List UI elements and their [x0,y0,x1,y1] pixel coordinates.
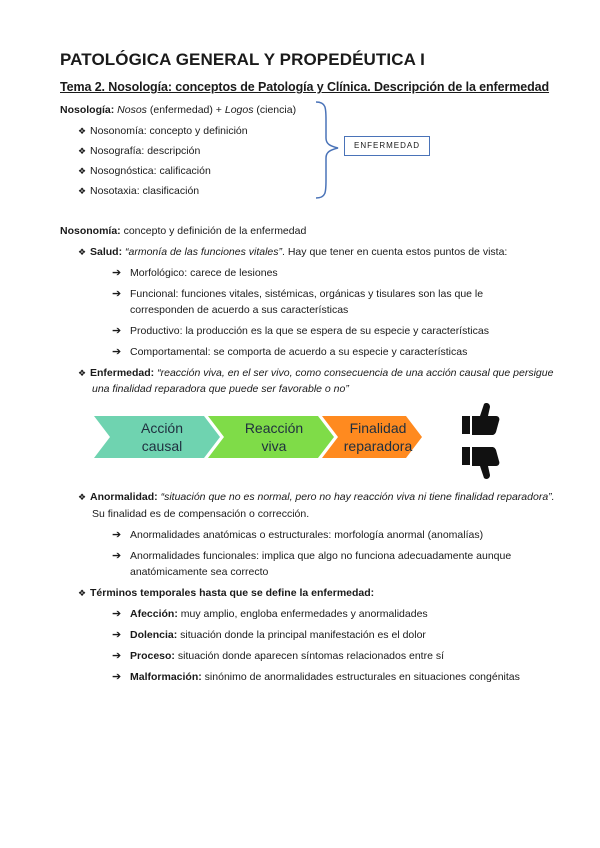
flow-step-3-line1: Finalidad [349,420,407,436]
list-item [112,607,428,621]
list-item-continuation: corresponden de acuerdo a sus características [130,304,349,316]
flow-diagram [94,414,424,460]
salud-quote: “armonía de las funciones vitales” [125,246,283,258]
arrow-right-icon: ➔ [112,650,122,662]
list-item [112,628,426,642]
nosos-word: Nosos [117,104,147,116]
list-item [78,164,211,178]
arrow-right-icon: ➔ [112,346,122,358]
list-item-continuation: anatómicamente sea correcto [130,566,269,578]
nosologia-text-4: (ciencia) [253,104,297,116]
list-item [78,144,200,158]
term-label: Dolencia: [130,629,178,641]
term-text: situación donde la principal manifestación es el dolor [177,629,426,641]
term-label: Malformación: [130,671,202,683]
logos-word: Logos [224,104,254,116]
flow-step-1-line2: causal [141,438,183,454]
anormalidad-line [78,490,555,504]
diamond-bullet-icon: ❖ [78,126,87,136]
flow-step-2-line2: viva [261,438,287,454]
page-subtitle: Tema 2. Nosología: conceptos de Patología y Clínica. Descripción de la enfermedad [60,80,550,94]
arrow-right-icon: ➔ [112,608,122,620]
list-item-text: Morfológico: carece de lesiones [130,267,278,279]
flow-step-3-line2: reparadora [343,438,413,454]
list-item-text: Anormalidades funcionales: implica que algo no funciona adecuadamente aunque [130,550,512,562]
list-item-text: Nosografía: descripción [90,145,201,157]
arrow-right-icon: ➔ [112,550,122,562]
diamond-bullet-icon: ❖ [78,247,87,257]
list-item-text: Funcional: funciones vitales, sistémicas, orgánicas y tisulares son las que le [130,288,484,300]
list-item-text: Nosonomía: concepto y definición [90,125,248,137]
enfermedad-label: Enfermedad: [90,367,155,379]
arrow-right-icon: ➔ [112,671,122,683]
anormalidad-text-2: Su finalidad es de compensación o corrección. [92,508,310,520]
arrow-right-icon: ➔ [112,267,122,279]
term-text: situación donde aparecen síntomas relacionados entre sí [174,650,445,662]
anormalidad-label: Anormalidad: [90,491,158,503]
list-item [112,287,483,301]
anormalidad-quote: “situación que no es normal, pero no hay reacción viva ni tiene finalidad reparadora”. [157,491,555,503]
term-label: Afección: [130,608,178,620]
page-title: PATOLÓGICA GENERAL Y PROPEDÉUTICA I [60,50,425,69]
arrow-right-icon: ➔ [112,325,122,337]
diamond-bullet-icon: ❖ [78,186,87,196]
diamond-bullet-icon: ❖ [78,368,87,378]
list-item-text: Comportamental: se comporta de acuerdo a su especie y características [130,346,468,358]
list-item [78,184,199,198]
list-item-text: Nosognóstica: calificación [90,165,211,177]
flow-step-1-line1: Acción [140,420,184,436]
list-item [112,324,489,338]
enfermedad-line [78,366,553,380]
nosologia-label: Nosología: [60,104,115,116]
list-item [112,528,483,542]
thumbs-down-icon [460,444,500,480]
thumbs-up-icon [460,402,500,438]
salud-text: . Hay que tener en cuenta estos puntos de vista: [282,246,508,258]
terminos-line [78,586,374,600]
list-item [112,549,511,563]
enfermedad-quote-1: “reacción viva, en el ser vivo, como consecuencia de una acción causal que persigue [157,367,554,379]
diamond-bullet-icon: ❖ [78,166,87,176]
arrow-right-icon: ➔ [112,288,122,300]
salud-line [78,245,507,259]
arrow-right-icon: ➔ [112,529,122,541]
arrow-right-icon: ➔ [112,629,122,641]
list-item [112,266,278,280]
list-item-text: Nosotaxia: clasificación [90,185,200,197]
list-item-text: Productivo: la producción es la que se espera de su especie y características [130,325,489,337]
salud-label: Salud: [90,246,123,258]
nosonomia-line [60,224,306,238]
list-item-text: Anormalidades anatómicas o estructurales: morfología anormal (anomalías) [130,529,484,541]
list-item [112,670,520,684]
list-item [112,345,467,359]
list-item [78,124,248,138]
diamond-bullet-icon: ❖ [78,492,87,502]
enfermedad-quote-2: una finalidad reparadora que puede ser favorable o no” [92,383,349,395]
flow-step-2-line1: Reacción [244,420,304,436]
diamond-bullet-icon: ❖ [78,588,87,598]
diamond-bullet-icon: ❖ [78,146,87,156]
nosonomia-text: concepto y definición de la enfermedad [120,225,307,237]
nosologia-line [60,103,296,117]
nosologia-text-2: (enfermedad) + [146,104,225,116]
term-text: muy amplio, engloba enfermedades y anormalidades [177,608,428,620]
terminos-label: Términos temporales hasta que se define la enfermedad: [90,587,375,599]
term-label: Proceso: [130,650,175,662]
curly-brace-icon [312,100,342,200]
enfermedad-box: ENFERMEDAD [344,136,430,156]
term-text: sinónimo de anormalidades estructurales en situaciones congénitas [201,671,520,683]
list-item [112,649,444,663]
nosonomia-label: Nosonomía: [60,225,121,237]
